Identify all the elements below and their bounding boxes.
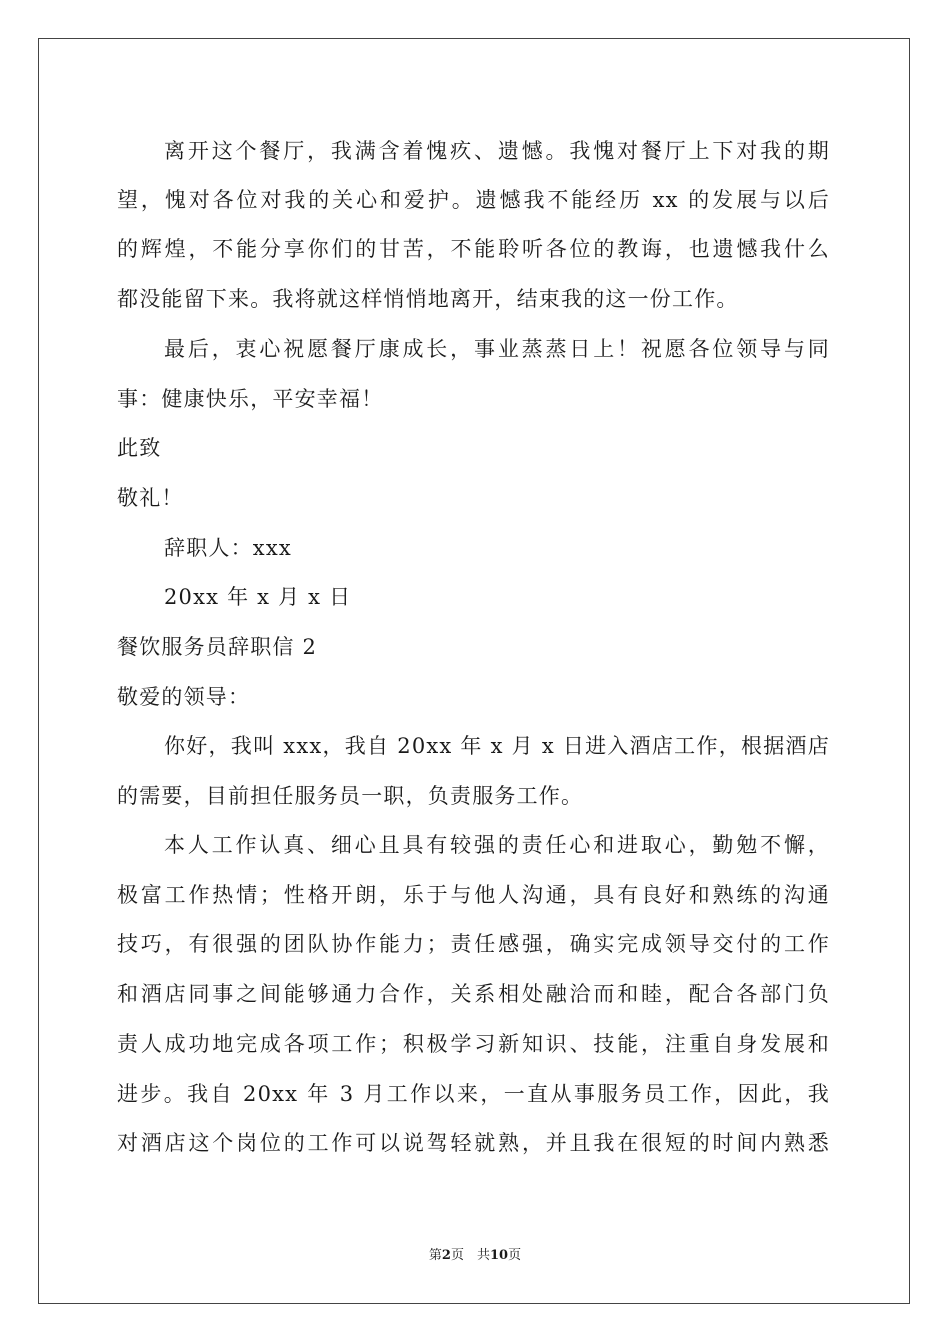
- closing-jingli: 敬礼！: [117, 486, 184, 510]
- letter-heading: 餐饮服务员辞职信 2: [117, 635, 318, 659]
- paragraph-1-line-2: 望，愧对各位对我的关心和爱护。遗憾我不能经历 xx 的发展与以后: [117, 188, 830, 212]
- paragraph-4-line-1: 本人工作认真、细心且具有较强的责任心和进取心，勤勉不懈，: [164, 833, 830, 857]
- current-page-number: 2: [441, 1248, 451, 1263]
- paragraph-3-line-1: 你好，我叫 xxx，我自 20xx 年 x 月 x 日进入酒店工作，根据酒店: [164, 734, 830, 758]
- paragraph-4-line-4: 和酒店同事之间能够通力合作，关系相处融洽而和睦，配合各部门负: [117, 982, 830, 1006]
- paragraph-3-line-2: 的需要，目前担任服务员一职，负责服务工作。: [117, 784, 584, 808]
- paragraph-4-line-7: 对酒店这个岗位的工作可以说驾轻就熟，并且我在很短的时间内熟悉: [117, 1131, 830, 1155]
- paragraph-4-line-6: 进步。我自 20xx 年 3 月工作以来，一直从事服务员工作，因此，我: [117, 1082, 830, 1106]
- page-mid: 页 共: [450, 1248, 490, 1263]
- paragraph-1-line-4: 都没能留下来。我将就这样悄悄地离开，结束我的这一份工作。: [117, 287, 739, 311]
- signature: 辞职人：xxx: [164, 536, 292, 560]
- paragraph-4-line-2: 极富工作热情；性格开朗，乐于与他人沟通，具有良好和熟练的沟通: [117, 883, 830, 907]
- page-prefix: 第: [428, 1248, 442, 1263]
- date: 20xx 年 x 月 x 日: [164, 585, 352, 609]
- paragraph-1-line-3: 的辉煌，不能分享你们的甘苦，不能聆听各位的教诲，也遗憾我什么: [117, 237, 830, 261]
- paragraph-2-line-2: 事：健康快乐，平安幸福！: [117, 387, 384, 411]
- paragraph-4-line-5: 责人成功地完成各项工作；积极学习新知识、技能，注重自身发展和: [117, 1032, 830, 1056]
- closing-cizhi: 此致: [117, 436, 162, 460]
- salutation: 敬爱的领导：: [117, 685, 251, 709]
- page-suffix: 页: [508, 1248, 522, 1263]
- page-footer: [0, 1247, 950, 1265]
- page-border: [38, 38, 910, 1304]
- total-page-number: 10: [489, 1248, 509, 1263]
- paragraph-1-line-1: 离开这个餐厅，我满含着愧疚、遗憾。我愧对餐厅上下对我的期: [164, 139, 830, 163]
- paragraph-4-line-3: 技巧，有很强的团队协作能力；责任感强，确实完成领导交付的工作: [117, 932, 830, 956]
- paragraph-2-line-1: 最后，衷心祝愿餐厅康成长，事业蒸蒸日上！祝愿各位领导与同: [164, 337, 830, 361]
